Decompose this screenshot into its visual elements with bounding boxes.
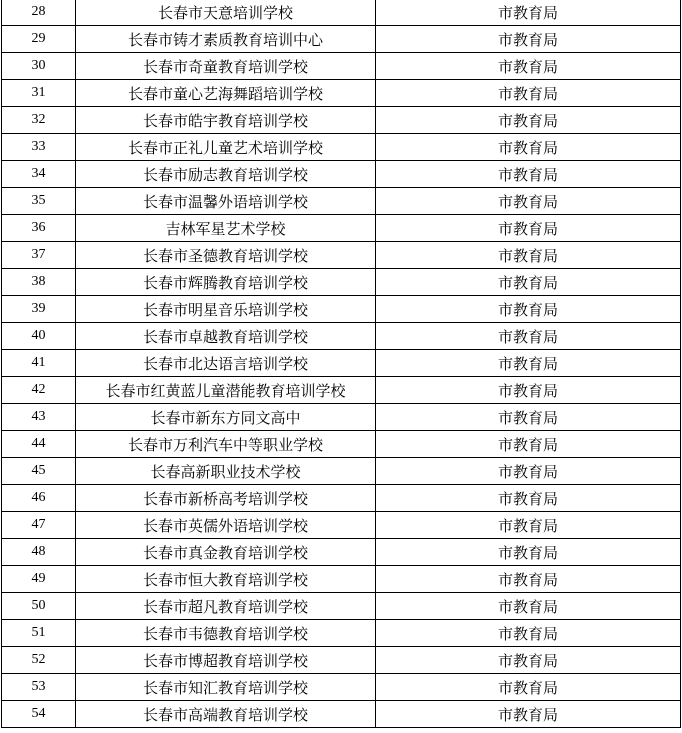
row-number-cell: 42 [2,377,76,404]
row-number-cell: 39 [2,296,76,323]
department-cell: 市教育局 [376,485,681,512]
table-body [2,0,681,728]
table-row [2,107,681,134]
department-cell: 市教育局 [376,296,681,323]
table-row [2,593,681,620]
school-name-cell: 长春市真金教育培训学校 [76,539,376,566]
school-name-cell: 长春高新职业技术学校 [76,458,376,485]
row-number-cell: 47 [2,512,76,539]
department-cell: 市教育局 [376,350,681,377]
department-cell: 市教育局 [376,701,681,728]
department-cell: 市教育局 [376,620,681,647]
table-row [2,80,681,107]
table-row [2,512,681,539]
department-cell: 市教育局 [376,26,681,53]
table-row [2,431,681,458]
row-number-cell: 52 [2,647,76,674]
row-number-cell: 34 [2,161,76,188]
school-name-cell: 吉林军星艺术学校 [76,215,376,242]
school-name-cell: 长春市红黄蓝儿童潜能教育培训学校 [76,377,376,404]
school-name-cell: 长春市北达语言培训学校 [76,350,376,377]
department-cell: 市教育局 [376,323,681,350]
school-name-cell: 长春市天意培训学校 [76,0,376,26]
row-number-cell: 50 [2,593,76,620]
table-row [2,242,681,269]
row-number-cell: 30 [2,53,76,80]
table-row [2,215,681,242]
department-cell: 市教育局 [376,566,681,593]
school-name-cell: 长春市英儒外语培训学校 [76,512,376,539]
row-number-cell: 54 [2,701,76,728]
department-cell: 市教育局 [376,404,681,431]
department-cell: 市教育局 [376,134,681,161]
row-number-cell: 51 [2,620,76,647]
row-number-cell: 38 [2,269,76,296]
school-name-cell: 长春市新东方同文高中 [76,404,376,431]
row-number-cell: 40 [2,323,76,350]
school-name-cell: 长春市万利汽车中等职业学校 [76,431,376,458]
department-cell: 市教育局 [376,53,681,80]
department-cell: 市教育局 [376,377,681,404]
school-name-cell: 长春市铸才素质教育培训中心 [76,26,376,53]
table-row [2,188,681,215]
table-row [2,296,681,323]
school-name-cell: 长春市辉腾教育培训学校 [76,269,376,296]
row-number-cell: 53 [2,674,76,701]
school-name-cell: 长春市卓越教育培训学校 [76,323,376,350]
department-cell: 市教育局 [376,269,681,296]
school-name-cell: 长春市恒大教育培训学校 [76,566,376,593]
table-row [2,53,681,80]
school-name-cell: 长春市童心艺海舞蹈培训学校 [76,80,376,107]
table-row [2,26,681,53]
table-row [2,485,681,512]
table-row [2,269,681,296]
school-name-cell: 长春市高端教育培训学校 [76,701,376,728]
row-number-cell: 32 [2,107,76,134]
department-cell: 市教育局 [376,458,681,485]
department-cell: 市教育局 [376,593,681,620]
row-number-cell: 45 [2,458,76,485]
table-row [2,620,681,647]
department-cell: 市教育局 [376,674,681,701]
table-row [2,539,681,566]
department-cell: 市教育局 [376,512,681,539]
department-cell: 市教育局 [376,431,681,458]
department-cell: 市教育局 [376,161,681,188]
row-number-cell: 28 [2,0,76,26]
row-number-cell: 35 [2,188,76,215]
table-row [2,674,681,701]
school-name-cell: 长春市正礼儿童艺术培训学校 [76,134,376,161]
school-name-cell: 长春市圣德教育培训学校 [76,242,376,269]
row-number-cell: 49 [2,566,76,593]
school-name-cell: 长春市明星音乐培训学校 [76,296,376,323]
table-row [2,647,681,674]
school-list-table [1,0,681,728]
row-number-cell: 29 [2,26,76,53]
department-cell: 市教育局 [376,188,681,215]
school-name-cell: 长春市新桥高考培训学校 [76,485,376,512]
row-number-cell: 48 [2,539,76,566]
department-cell: 市教育局 [376,647,681,674]
department-cell: 市教育局 [376,242,681,269]
school-name-cell: 长春市知汇教育培训学校 [76,674,376,701]
school-name-cell: 长春市韦德教育培训学校 [76,620,376,647]
table-row [2,701,681,728]
row-number-cell: 36 [2,215,76,242]
table-row [2,458,681,485]
table-row [2,566,681,593]
row-number-cell: 33 [2,134,76,161]
school-name-cell: 长春市皓宇教育培训学校 [76,107,376,134]
table-row [2,161,681,188]
department-cell: 市教育局 [376,215,681,242]
school-name-cell: 长春市温馨外语培训学校 [76,188,376,215]
row-number-cell: 37 [2,242,76,269]
table-row [2,350,681,377]
row-number-cell: 44 [2,431,76,458]
table-row [2,134,681,161]
table-row [2,377,681,404]
department-cell: 市教育局 [376,107,681,134]
school-name-cell: 长春市奇童教育培训学校 [76,53,376,80]
row-number-cell: 31 [2,80,76,107]
school-name-cell: 长春市博超教育培训学校 [76,647,376,674]
row-number-cell: 43 [2,404,76,431]
school-name-cell: 长春市励志教育培训学校 [76,161,376,188]
department-cell: 市教育局 [376,0,681,26]
department-cell: 市教育局 [376,539,681,566]
row-number-cell: 46 [2,485,76,512]
row-number-cell: 41 [2,350,76,377]
school-name-cell: 长春市超凡教育培训学校 [76,593,376,620]
table-row [2,0,681,26]
department-cell: 市教育局 [376,80,681,107]
table-row [2,323,681,350]
table-row [2,404,681,431]
